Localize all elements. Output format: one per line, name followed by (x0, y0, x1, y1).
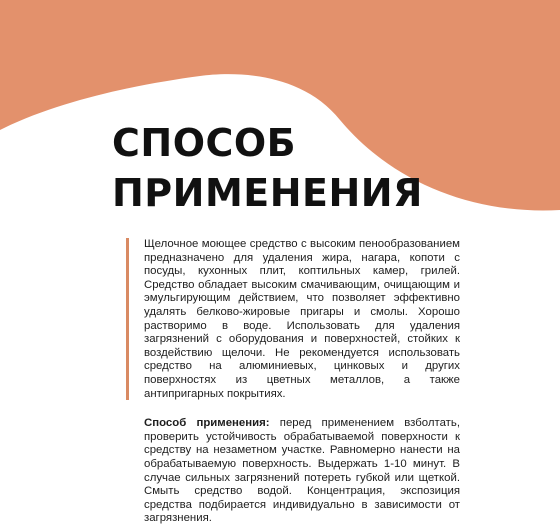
title-line-2: ПРИМЕНЕНИЯ (112, 171, 423, 215)
usage-text: перед применением взболтать, проверить устойчивость обрабатываемой поверхности к средству на незаметном участке. Равномерно нанести на обрабатываемую поверхность. Выдержать 1-10 минут. В случае сильных загрязнений потереть губкой или щеткой. Смыть средство водой. Концентрация, экспозиция средства подбирается индивидуально в зависимости от загрязнения. (144, 417, 461, 525)
title-line-1: СПОСОБ (112, 121, 297, 165)
usage-paragraph (130, 417, 460, 526)
description-paragraph: Щелочное моющее средство с высоким пенообразованием предназначено для удаления жира, нагара, копоти с посуды, кухонных плит, коптильных камер, грилей. Средство обладает высоким смачивающим, очищающим и эмульгирующим действием, что позволяет эффективно удалять белково-жировые пригары и смолы. Хорошо растворимо в воде. Использовать для удаления загрязнений с оборудования и поверхностей, стойких к воздействию щелочи. Не рекомендуется использовать средство на алюминиевых, цинковых и других поверхностях из цветных металлов, а также антипригарных покрытиях. (144, 238, 460, 400)
accent-bar (126, 238, 129, 400)
content-block (130, 238, 460, 526)
usage-label: Способ применения: (144, 417, 270, 430)
page-title (112, 118, 423, 218)
